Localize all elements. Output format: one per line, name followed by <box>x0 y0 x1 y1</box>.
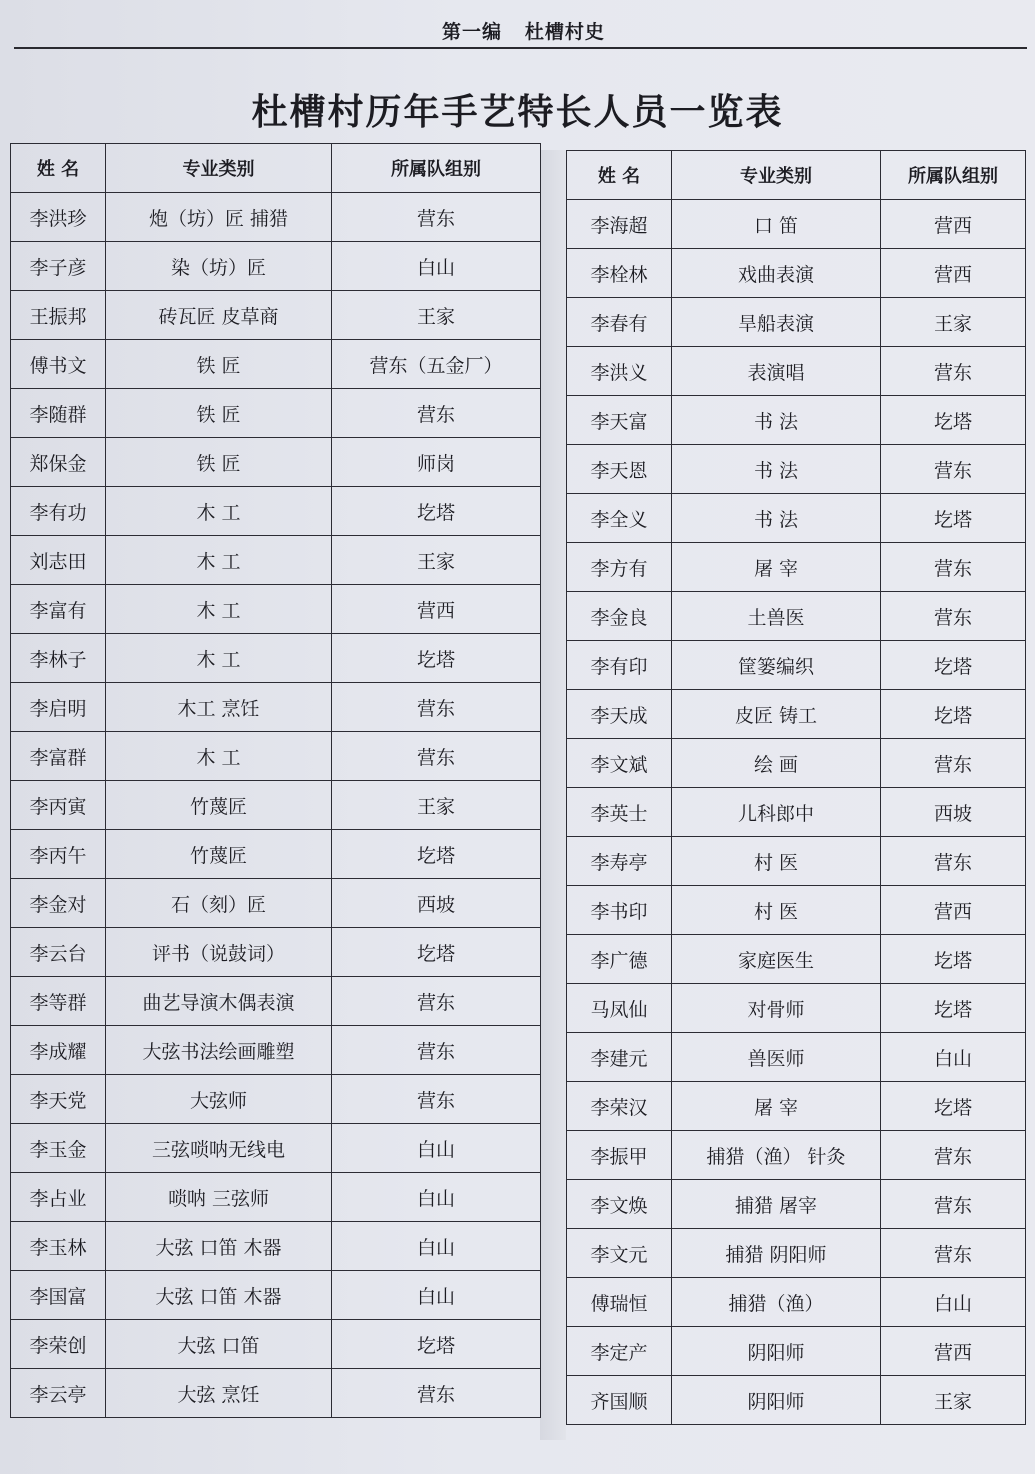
team-cell: 王家 <box>881 298 1026 347</box>
person-name-cell: 李全义 <box>567 494 672 543</box>
team-cell: 白山 <box>332 1173 541 1222</box>
team-cell: 圪塔 <box>332 928 541 977</box>
table-row <box>11 389 541 438</box>
person-name-cell: 王振邦 <box>11 291 106 340</box>
table-row <box>11 1026 541 1075</box>
team-cell: 营西 <box>881 200 1026 249</box>
specialty-cell: 竹蔑匠 <box>106 781 332 830</box>
specialty-cell: 表演唱 <box>672 347 881 396</box>
specialty-cell: 木 工 <box>106 585 332 634</box>
person-name-cell: 李天富 <box>567 396 672 445</box>
specialty-cell: 唢呐 三弦师 <box>106 1173 332 1222</box>
person-name-cell: 李春有 <box>567 298 672 347</box>
header-name: 姓 名 <box>11 144 106 193</box>
team-cell: 圪塔 <box>332 830 541 879</box>
team-cell: 营东 <box>881 739 1026 788</box>
team-cell: 圪塔 <box>881 396 1026 445</box>
team-cell: 白山 <box>881 1278 1026 1327</box>
team-cell: 西坡 <box>332 879 541 928</box>
table-row <box>567 837 1026 886</box>
table-row <box>11 634 541 683</box>
specialty-cell: 木工 烹饪 <box>106 683 332 732</box>
person-name-cell: 李文元 <box>567 1229 672 1278</box>
table-row <box>567 739 1026 788</box>
header-name: 姓 名 <box>567 151 672 200</box>
specialty-cell: 大弦 口笛 木器 <box>106 1271 332 1320</box>
team-cell: 营东 <box>881 543 1026 592</box>
team-cell: 营东 <box>881 347 1026 396</box>
team-cell: 白山 <box>881 1033 1026 1082</box>
header-team: 所属队组别 <box>881 151 1026 200</box>
person-name-cell: 李英士 <box>567 788 672 837</box>
header-row <box>11 144 541 193</box>
table-row <box>567 445 1026 494</box>
header-specialty: 专业类别 <box>106 144 332 193</box>
table-row <box>11 1124 541 1173</box>
specialty-cell: 大弦 口笛 木器 <box>106 1222 332 1271</box>
specialty-cell: 书 法 <box>672 396 881 445</box>
person-name-cell: 李天恩 <box>567 445 672 494</box>
person-name-cell: 郑保金 <box>11 438 106 487</box>
specialty-cell: 屠 宰 <box>672 1082 881 1131</box>
team-cell: 营东 <box>332 1369 541 1418</box>
person-name-cell: 李丙午 <box>11 830 106 879</box>
person-name-cell: 李林子 <box>11 634 106 683</box>
table-row <box>11 830 541 879</box>
specialty-cell: 大弦师 <box>106 1075 332 1124</box>
person-name-cell: 李富群 <box>11 732 106 781</box>
specialty-cell: 土兽医 <box>672 592 881 641</box>
header-team: 所属队组别 <box>332 144 541 193</box>
table-row <box>11 487 541 536</box>
team-cell: 营东 <box>332 389 541 438</box>
person-name-cell: 刘志田 <box>11 536 106 585</box>
specialty-cell: 兽医师 <box>672 1033 881 1082</box>
header-row <box>567 151 1026 200</box>
team-cell: 营东 <box>881 1229 1026 1278</box>
specialty-cell: 捕猎 阴阳师 <box>672 1229 881 1278</box>
person-name-cell: 李天成 <box>567 690 672 739</box>
person-name-cell: 齐国顺 <box>567 1376 672 1425</box>
team-cell: 营东 <box>332 1026 541 1075</box>
table-row <box>11 1271 541 1320</box>
specialty-cell: 筐篓编织 <box>672 641 881 690</box>
person-name-cell: 傅书文 <box>11 340 106 389</box>
specialty-cell: 屠 宰 <box>672 543 881 592</box>
team-cell: 白山 <box>332 1222 541 1271</box>
person-name-cell: 李书印 <box>567 886 672 935</box>
specialty-cell: 铁 匠 <box>106 340 332 389</box>
table-row <box>567 1376 1026 1425</box>
specialty-cell: 对骨师 <box>672 984 881 1033</box>
table-row <box>567 984 1026 1033</box>
person-name-cell: 李金对 <box>11 879 106 928</box>
person-name-cell: 李随群 <box>11 389 106 438</box>
specialty-cell: 木 工 <box>106 536 332 585</box>
specialty-cell: 木 工 <box>106 732 332 781</box>
table-row <box>11 732 541 781</box>
specialty-cell: 皮匠 铸工 <box>672 690 881 739</box>
table-row <box>11 438 541 487</box>
specialty-cell: 戏曲表演 <box>672 249 881 298</box>
team-cell: 营东（五金厂） <box>332 340 541 389</box>
person-name-cell: 李荣汉 <box>567 1082 672 1131</box>
team-cell: 圪塔 <box>332 1320 541 1369</box>
specialty-cell: 染（坊）匠 <box>106 242 332 291</box>
specialty-cell: 炮（坊）匠 捕猎 <box>106 193 332 242</box>
team-cell: 王家 <box>332 291 541 340</box>
person-name-cell: 李广德 <box>567 935 672 984</box>
left-roster-table <box>10 143 541 1418</box>
table-row <box>567 1082 1026 1131</box>
person-name-cell: 李国富 <box>11 1271 106 1320</box>
team-cell: 师岗 <box>332 438 541 487</box>
team-cell: 白山 <box>332 242 541 291</box>
team-cell: 营东 <box>332 1075 541 1124</box>
team-cell: 营东 <box>881 837 1026 886</box>
specialty-cell: 木 工 <box>106 487 332 536</box>
table-row <box>11 928 541 977</box>
person-name-cell: 李富有 <box>11 585 106 634</box>
specialty-cell: 铁 匠 <box>106 389 332 438</box>
person-name-cell: 李云台 <box>11 928 106 977</box>
person-name-cell: 李建元 <box>567 1033 672 1082</box>
specialty-cell: 砖瓦匠 皮草商 <box>106 291 332 340</box>
table-row <box>567 690 1026 739</box>
table-row <box>567 1033 1026 1082</box>
team-cell: 圪塔 <box>332 634 541 683</box>
team-cell: 圪塔 <box>881 935 1026 984</box>
specialty-cell: 家庭医生 <box>672 935 881 984</box>
table-row <box>567 396 1026 445</box>
table-row <box>567 1180 1026 1229</box>
person-name-cell: 李振甲 <box>567 1131 672 1180</box>
header-rule <box>14 47 1027 49</box>
running-head-text: 第一编 杜槽村史 <box>442 21 605 43</box>
specialty-cell: 大弦 烹饪 <box>106 1369 332 1418</box>
person-name-cell: 李有功 <box>11 487 106 536</box>
table-row <box>11 291 541 340</box>
person-name-cell: 李寿亭 <box>567 837 672 886</box>
person-name-cell: 傅瑞恒 <box>567 1278 672 1327</box>
team-cell: 西坡 <box>881 788 1026 837</box>
team-cell: 营西 <box>332 585 541 634</box>
person-name-cell: 李文焕 <box>567 1180 672 1229</box>
team-cell: 营西 <box>881 886 1026 935</box>
specialty-cell: 阴阳师 <box>672 1376 881 1425</box>
person-name-cell: 李占业 <box>11 1173 106 1222</box>
person-name-cell: 李金良 <box>567 592 672 641</box>
person-name-cell: 李丙寅 <box>11 781 106 830</box>
person-name-cell: 李有印 <box>567 641 672 690</box>
table-row <box>11 683 541 732</box>
table-row <box>11 1075 541 1124</box>
table-row <box>11 242 541 291</box>
team-cell: 营东 <box>332 683 541 732</box>
column-gutter <box>540 150 566 1440</box>
person-name-cell: 李云亭 <box>11 1369 106 1418</box>
specialty-cell: 大弦 口笛 <box>106 1320 332 1369</box>
team-cell: 圪塔 <box>881 690 1026 739</box>
specialty-cell: 村 医 <box>672 886 881 935</box>
table-row <box>567 886 1026 935</box>
team-cell: 圪塔 <box>881 494 1026 543</box>
specialty-cell: 村 医 <box>672 837 881 886</box>
specialty-cell: 阴阳师 <box>672 1327 881 1376</box>
table-row <box>567 788 1026 837</box>
specialty-cell: 评书（说鼓词） <box>106 928 332 977</box>
team-cell: 营东 <box>881 1131 1026 1180</box>
specialty-cell: 竹蔑匠 <box>106 830 332 879</box>
table-row <box>567 543 1026 592</box>
table-row <box>567 494 1026 543</box>
team-cell: 营西 <box>881 249 1026 298</box>
specialty-cell: 书 法 <box>672 494 881 543</box>
table-row <box>11 1222 541 1271</box>
team-cell: 营西 <box>881 1327 1026 1376</box>
table-row <box>567 298 1026 347</box>
right-roster-table <box>566 150 1026 1425</box>
team-cell: 营东 <box>881 1180 1026 1229</box>
specialty-cell: 捕猎（渔） <box>672 1278 881 1327</box>
specialty-cell: 旱船表演 <box>672 298 881 347</box>
person-name-cell: 李海超 <box>567 200 672 249</box>
table-row <box>11 340 541 389</box>
specialty-cell: 口 笛 <box>672 200 881 249</box>
team-cell: 营东 <box>332 732 541 781</box>
person-name-cell: 李启明 <box>11 683 106 732</box>
header-specialty: 专业类别 <box>672 151 881 200</box>
table-row <box>567 200 1026 249</box>
person-name-cell: 李等群 <box>11 977 106 1026</box>
specialty-cell: 书 法 <box>672 445 881 494</box>
specialty-cell: 铁 匠 <box>106 438 332 487</box>
person-name-cell: 李子彦 <box>11 242 106 291</box>
person-name-cell: 李栓林 <box>567 249 672 298</box>
table-row <box>567 935 1026 984</box>
specialty-cell: 捕猎（渔） 针灸 <box>672 1131 881 1180</box>
specialty-cell: 三弦唢呐无线电 <box>106 1124 332 1173</box>
table-row <box>567 1131 1026 1180</box>
specialty-cell: 绘 画 <box>672 739 881 788</box>
person-name-cell: 李定产 <box>567 1327 672 1376</box>
table-row <box>567 347 1026 396</box>
table-row <box>567 592 1026 641</box>
table-row <box>11 585 541 634</box>
person-name-cell: 李方有 <box>567 543 672 592</box>
table-row <box>11 879 541 928</box>
team-cell: 营东 <box>881 445 1026 494</box>
specialty-cell: 大弦书法绘画雕塑 <box>106 1026 332 1075</box>
team-cell: 圪塔 <box>332 487 541 536</box>
running-head <box>0 0 1035 52</box>
specialty-cell: 木 工 <box>106 634 332 683</box>
page-title: 杜槽村历年手艺特长人员一览表 <box>251 91 784 133</box>
specialty-cell: 石（刻）匠 <box>106 879 332 928</box>
table-row <box>11 781 541 830</box>
table-row <box>11 1173 541 1222</box>
team-cell: 圪塔 <box>881 641 1026 690</box>
person-name-cell: 李玉金 <box>11 1124 106 1173</box>
table-row <box>567 1278 1026 1327</box>
team-cell: 圪塔 <box>881 1082 1026 1131</box>
team-cell: 王家 <box>332 781 541 830</box>
table-row <box>11 536 541 585</box>
team-cell: 王家 <box>881 1376 1026 1425</box>
person-name-cell: 李洪珍 <box>11 193 106 242</box>
table-row <box>567 249 1026 298</box>
person-name-cell: 李玉林 <box>11 1222 106 1271</box>
person-name-cell: 李成耀 <box>11 1026 106 1075</box>
team-cell: 白山 <box>332 1271 541 1320</box>
table-row <box>11 1320 541 1369</box>
person-name-cell: 李天党 <box>11 1075 106 1124</box>
person-name-cell: 李荣创 <box>11 1320 106 1369</box>
team-cell: 营东 <box>881 592 1026 641</box>
table-row <box>11 1369 541 1418</box>
person-name-cell: 马凤仙 <box>567 984 672 1033</box>
team-cell: 营东 <box>332 193 541 242</box>
specialty-cell: 曲艺导演木偶表演 <box>106 977 332 1026</box>
team-cell: 营东 <box>332 977 541 1026</box>
table-row <box>567 641 1026 690</box>
table-row <box>567 1327 1026 1376</box>
team-cell: 王家 <box>332 536 541 585</box>
specialty-cell: 捕猎 屠宰 <box>672 1180 881 1229</box>
table-row <box>11 977 541 1026</box>
table-row <box>11 193 541 242</box>
team-cell: 白山 <box>332 1124 541 1173</box>
person-name-cell: 李洪义 <box>567 347 672 396</box>
specialty-cell: 儿科郎中 <box>672 788 881 837</box>
person-name-cell: 李文斌 <box>567 739 672 788</box>
table-row <box>567 1229 1026 1278</box>
team-cell: 圪塔 <box>881 984 1026 1033</box>
